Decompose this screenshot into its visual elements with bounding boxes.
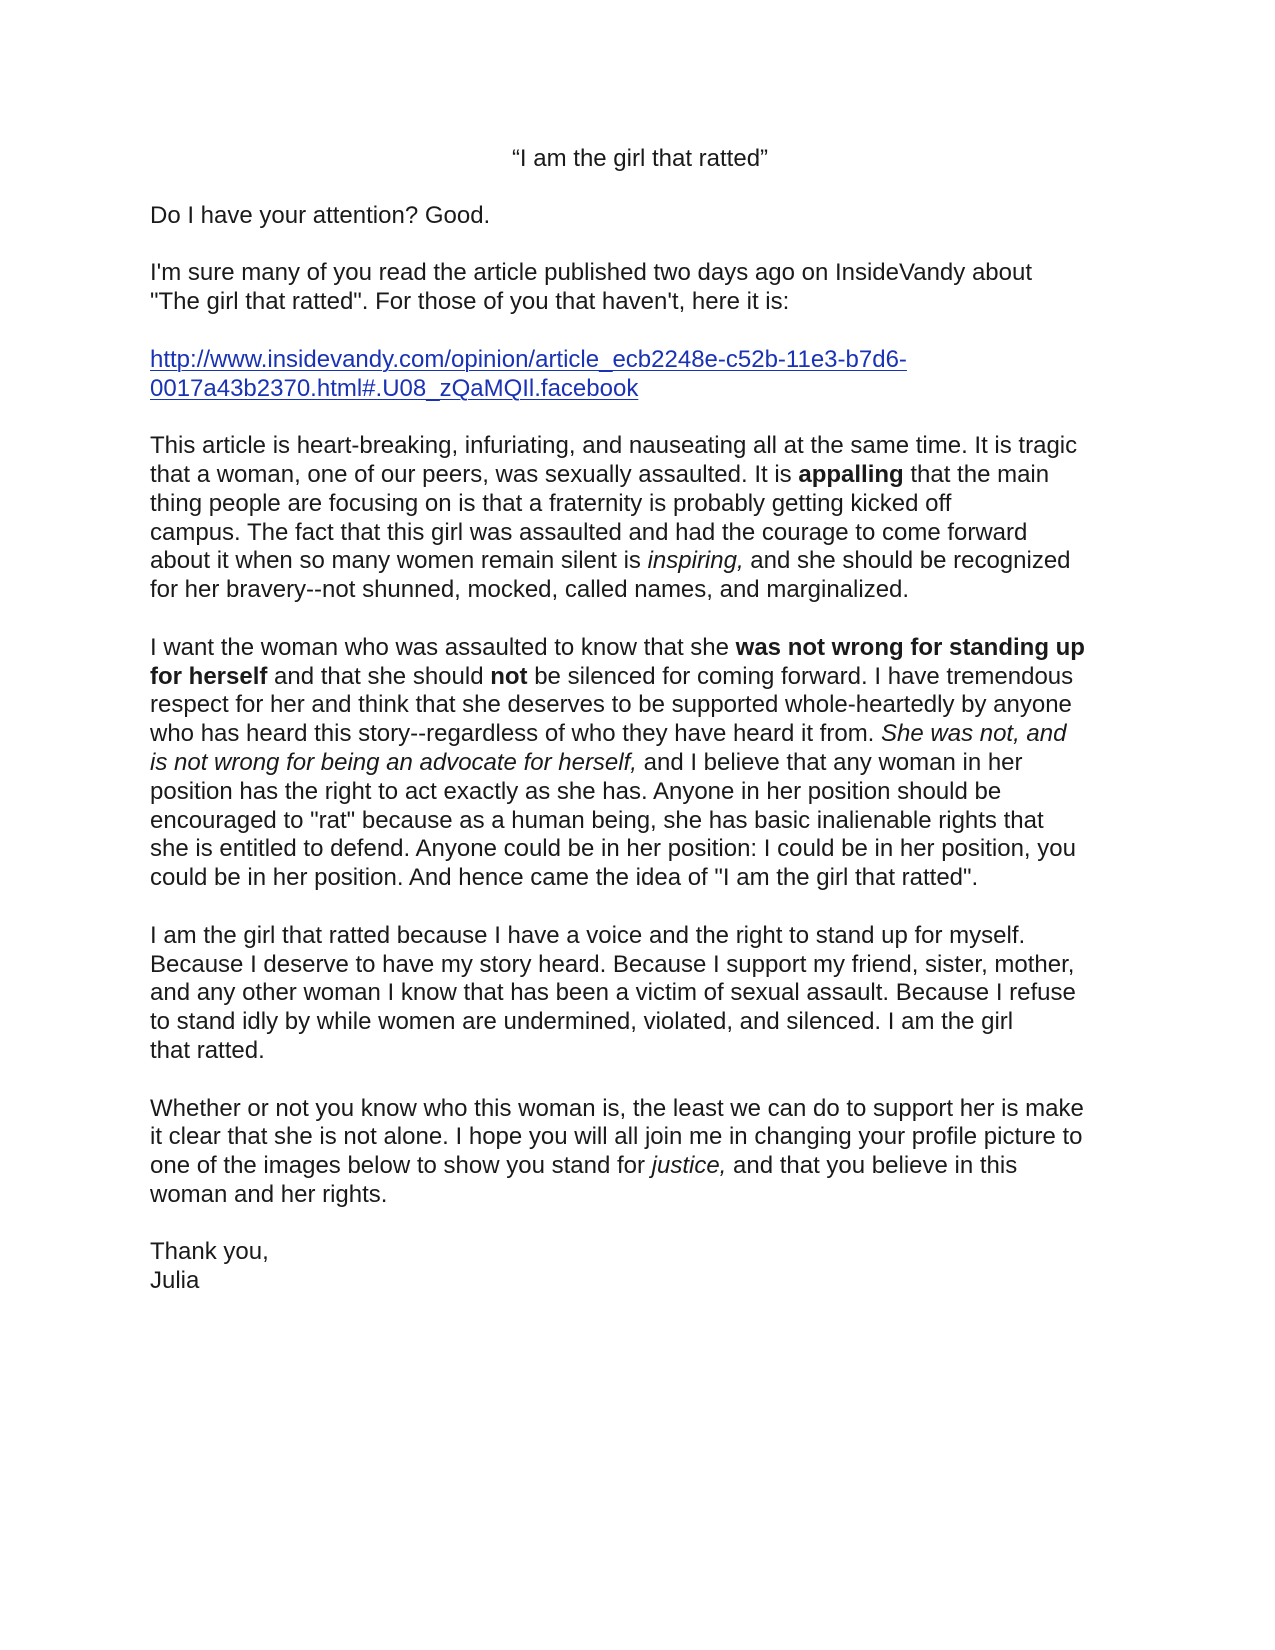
p2-line-7: encouraged to "rat" because as a human being, she has basic inalienable rights that xyxy=(150,806,1044,834)
p3-line-3: and any other woman I know that has been a victim of sexual assault. Because I refuse xyxy=(150,979,1076,1007)
article-link-line-2[interactable]: 0017a43b2370.html#.U08_zQaMQIl.facebook xyxy=(150,374,639,402)
p2-line-3: respect for her and think that she deserves to be supported whole-heartedly by anyone xyxy=(150,691,1072,719)
paragraph-4 xyxy=(150,1095,1140,1210)
emphasis-inspiring: inspiring, xyxy=(647,547,744,575)
paragraph-2 xyxy=(150,634,1140,893)
p4-line-1: Whether or not you know who this woman is, the least we can do to support her is make xyxy=(150,1094,1084,1122)
p1-line-1: This article is heart-breaking, infuriating, and nauseating all at the same time. It is tragic xyxy=(150,432,1078,460)
paragraph-1 xyxy=(150,432,1140,605)
p4-line-3: one of the images below to show you stand for justice, and that you believe in this xyxy=(150,1152,1018,1180)
p1-line-3: thing people are focusing on is that a fraternity is probably getting kicked off xyxy=(150,489,952,517)
document-page xyxy=(150,145,1140,1325)
emphasis-appalling: appalling xyxy=(798,460,904,488)
opening-paragraph xyxy=(150,202,1140,231)
intro-line-1: I'm sure many of you read the article published two days ago on InsideVandy about xyxy=(150,259,1032,287)
p4-line-4: woman and her rights. xyxy=(150,1180,388,1208)
intro-line-2: "The girl that ratted". For those of you that haven't, here it is: xyxy=(150,288,790,316)
opening-line: Do I have your attention? Good. xyxy=(150,201,491,229)
p2-line-6: position has the right to act exactly as she has. Anyone in her position should be xyxy=(150,777,1002,805)
signature-name: Julia xyxy=(150,1267,200,1295)
document-title: “I am the girl that ratted” xyxy=(511,145,769,172)
article-link-line-1[interactable]: http://www.insidevandy.com/opinion/article_ecb2248e-c52b-11e3-b7d6- xyxy=(150,345,907,373)
p1-line-5: about it when so many women remain silent is inspiring, and she should be recognized xyxy=(150,547,1071,575)
closing-thanks: Thank you, xyxy=(150,1238,269,1266)
article-link-paragraph xyxy=(150,346,1140,404)
p2-line-8: she is entitled to defend. Anyone could be in her position: I could be in her position, you xyxy=(150,835,1076,863)
emphasis-not: not xyxy=(490,662,528,690)
intro-paragraph xyxy=(150,259,1140,317)
p1-line-4: campus. The fact that this girl was assaulted and had the courage to come forward xyxy=(150,518,1028,546)
emphasis-for-herself: for herself xyxy=(150,662,268,690)
p2-line-9: could be in her position. And hence came the idea of "I am the girl that ratted". xyxy=(150,864,979,892)
p1-line-2: that a woman, one of our peers, was sexually assaulted. It is appalling that the main xyxy=(150,460,1050,488)
p3-line-5: that ratted. xyxy=(150,1036,265,1064)
p2-line-4: who has heard this story--regardless of who they have heard it from. She was not, and xyxy=(150,720,1067,748)
p2-line-2: for herself and that she should not be silenced for coming forward. I have tremendous xyxy=(150,662,1074,690)
emphasis-advocate: is not wrong for being an advocate for herself, xyxy=(150,748,637,776)
p4-line-2: it clear that she is not alone. I hope you will all join me in changing your profile picture to xyxy=(150,1123,1083,1151)
emphasis-she-was-not: She was not, and xyxy=(881,720,1067,748)
emphasis-not-wrong: was not wrong for standing up xyxy=(735,633,1085,661)
p2-line-5: is not wrong for being an advocate for herself, and I believe that any woman in her xyxy=(150,748,1023,776)
paragraph-3 xyxy=(150,922,1140,1066)
closing xyxy=(150,1238,1140,1296)
p3-line-4: to stand idly by while women are undermined, violated, and silenced. I am the girl xyxy=(150,1008,1014,1036)
p3-line-1: I am the girl that ratted because I have a voice and the right to stand up for myself. xyxy=(150,921,1026,949)
p1-line-6: for her bravery--not shunned, mocked, called names, and marginalized. xyxy=(150,576,910,604)
emphasis-justice: justice, xyxy=(651,1152,727,1180)
p2-line-1: I want the woman who was assaulted to know that she was not wrong for standing up xyxy=(150,633,1085,661)
p3-line-2: Because I deserve to have my story heard. Because I support my friend, sister, mother, xyxy=(150,950,1075,978)
